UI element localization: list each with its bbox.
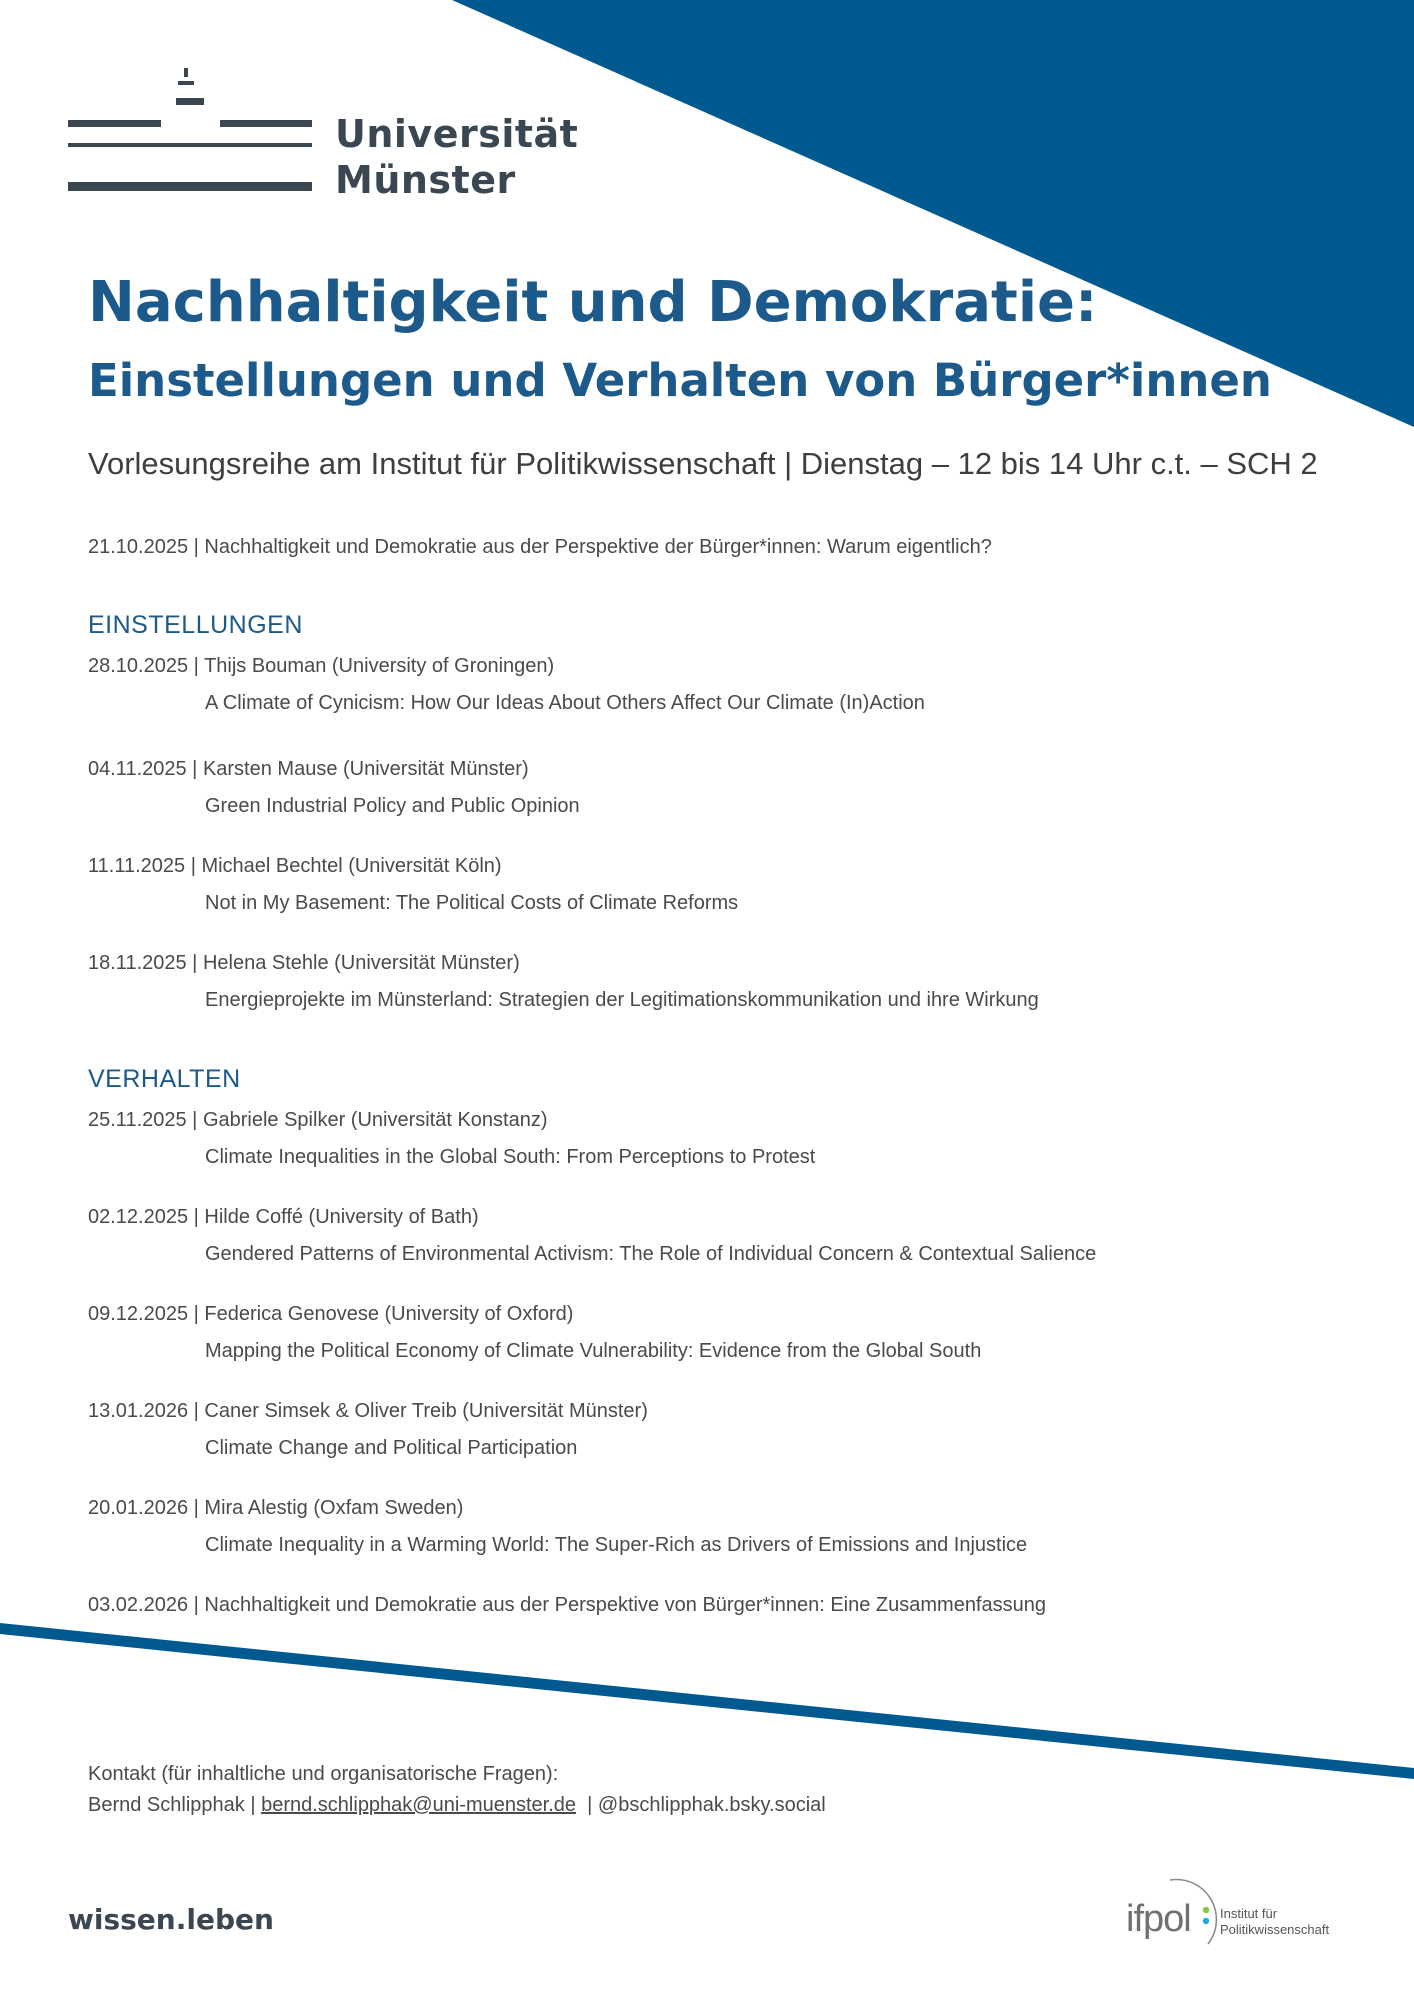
lecture-date: 21.10.2025: [88, 536, 189, 558]
ifpol-subtitle: [1220, 1906, 1329, 1938]
lecture-speaker: Caner Simsek & Oliver Treib (Universität Münster): [204, 1400, 648, 1422]
lecture-item: 13.01.2026 | Caner Simsek & Oliver Treib (Universität Münster) Climate Change and Political Participation: [88, 1396, 648, 1463]
page-title: Nachhaltigkeit und Demokratie:: [88, 270, 1098, 335]
lecture-title: Energieprojekte im Münsterland: Strategien der Legitimationskommunikation und ihre Wirkung: [205, 989, 1039, 1011]
diagonal-stripe: [0, 1623, 1414, 1779]
closing-lecture: 03.02.2026 | Nachhaltigkeit und Demokratie aus der Perspektive von Bürger*innen: Eine Zusammenfassung: [88, 1594, 1046, 1616]
lecture-title: Mapping the Political Economy of Climate Vulnerability: Evidence from the Global South: [205, 1340, 982, 1362]
lecture-title: Climate Change and Political Participation: [205, 1437, 578, 1459]
lecture-title: Not in My Basement: The Political Costs of Climate Reforms: [205, 892, 739, 914]
lecture-speaker: Gabriele Spilker (Universität Konstanz): [202, 1109, 548, 1131]
ifpol-line-2: Politikwissenschaft: [1220, 1922, 1330, 1937]
lecture-speaker: Michael Bechtel (Universität Köln): [201, 855, 502, 877]
contact-email-link[interactable]: bernd.schlipphak@uni-muenster.de: [261, 1794, 577, 1816]
lecture-title: Climate Inequality in a Warming World: The Super-Rich as Drivers of Emissions and Injustice: [205, 1534, 1028, 1556]
lecture-date: 20.01.2026: [88, 1497, 189, 1519]
lecture-speaker: Hilde Coffé (University of Bath): [204, 1206, 479, 1228]
lecture-title: Nachhaltigkeit und Demokratie aus der Perspektive der Bürger*innen: Warum eigentlich?: [204, 536, 992, 558]
lecture-title: Climate Inequalities in the Global South: From Perceptions to Protest: [205, 1146, 816, 1168]
lecture-item: 02.12.2025 | Hilde Coffé (University of Bath) Gendered Patterns of Environmental Activism: The Role of Individual Concern & Contextual Salience: [88, 1202, 1096, 1269]
lecture-speaker: Thijs Bouman (University of Groningen): [204, 655, 555, 677]
lecture-date: 02.12.2025: [88, 1206, 189, 1228]
series-info: Vorlesungsreihe am Institut für Politikwissenschaft | Dienstag – 12 bis 14 Uhr c.t. – SCH 2: [88, 446, 1318, 481]
ifpol-name: ifpol: [1126, 1898, 1191, 1940]
lecture-item: 20.01.2026 | Mira Alestig (Oxfam Sweden) Climate Inequality in a Warming World: The Super-Rich as Drivers of Emissions and Injustice: [88, 1493, 1027, 1560]
lecture-date: 13.01.2026: [88, 1400, 189, 1422]
lecture-date: 04.11.2025: [88, 758, 187, 780]
lecture-speaker: Federica Genovese (University of Oxford): [204, 1303, 574, 1325]
lecture-item: 11.11.2025 | Michael Bechtel (Universität Köln) Not in My Basement: The Political Costs of Climate Reforms: [88, 851, 738, 918]
contact-block: [88, 1759, 826, 1821]
logo-line-2: Münster: [335, 158, 516, 202]
section-heading-verhalten: VERHALTEN: [88, 1065, 241, 1093]
footer-slogan: wissen.leben: [68, 1903, 274, 1936]
contact-label: Kontakt (für inhaltliche und organisatorische Fragen):: [88, 1763, 559, 1785]
university-logo: [68, 66, 579, 206]
lecture-item: 28.10.2025 | Thijs Bouman (University of Groningen) A Climate of Cynicism: How Our Ideas About Others Affect Our Climate (In)Action: [88, 651, 925, 718]
logo-mark-icon: [68, 66, 318, 196]
page-subtitle: Einstellungen und Verhalten von Bürger*innen: [88, 354, 1272, 407]
lecture-title: Gendered Patterns of Environmental Activism: The Role of Individual Concern & Contextual Salience: [205, 1243, 1097, 1265]
contact-social: @bschlipphak.bsky.social: [597, 1794, 826, 1816]
lecture-speaker: Karsten Mause (Universität Münster): [202, 758, 529, 780]
contact-name: Bernd Schlipphak: [88, 1794, 245, 1816]
ifpol-line-1: Institut für: [1220, 1906, 1278, 1921]
lecture-item: 25.11.2025 | Gabriele Spilker (Universität Konstanz) Climate Inequalities in the Global South: From Perceptions to Protest: [88, 1105, 815, 1172]
intro-lecture: 21.10.2025 | Nachhaltigkeit und Demokratie aus der Perspektive der Bürger*innen: Warum eigentlich?: [88, 536, 992, 558]
lecture-date: 18.11.2025: [88, 952, 187, 974]
lecture-title: Nachhaltigkeit und Demokratie aus der Perspektive von Bürger*innen: Eine Zusammenfassung: [204, 1594, 1046, 1616]
lecture-title: A Climate of Cynicism: How Our Ideas About Others Affect Our Climate (In)Action: [205, 692, 925, 714]
section-heading-einstellungen: EINSTELLUNGEN: [88, 611, 303, 639]
lecture-title: Green Industrial Policy and Public Opinion: [205, 795, 580, 817]
lecture-speaker: Helena Stehle (Universität Münster): [202, 952, 520, 974]
lecture-item: 09.12.2025 | Federica Genovese (University of Oxford) Mapping the Political Economy of Climate Vulnerability: Evidence from the Global South: [88, 1299, 981, 1366]
lecture-speaker: Mira Alestig (Oxfam Sweden): [204, 1497, 464, 1519]
logo-line-1: Universität: [335, 112, 579, 156]
lecture-date: 03.02.2026: [88, 1594, 189, 1616]
lecture-date: 25.11.2025: [88, 1109, 187, 1131]
contact-line: Bernd Schlipphak | bernd.schlipphak@uni-muenster.de | @bschlipphak.bsky.social: [88, 1794, 826, 1816]
lecture-item: 18.11.2025 | Helena Stehle (Universität Münster) Energieprojekte im Münsterland: Strategien der Legitimationskommunikation und ihre Wirkung: [88, 948, 1039, 1015]
lecture-date: 28.10.2025: [88, 655, 189, 677]
lecture-date: 11.11.2025: [88, 855, 186, 877]
lecture-item: 04.11.2025 | Karsten Mause (Universität Münster) Green Industrial Policy and Public Opinion: [88, 754, 580, 821]
logo-wordmark: [335, 111, 578, 203]
lecture-date: 09.12.2025: [88, 1303, 189, 1325]
ifpol-logo: [1120, 1876, 1360, 1966]
